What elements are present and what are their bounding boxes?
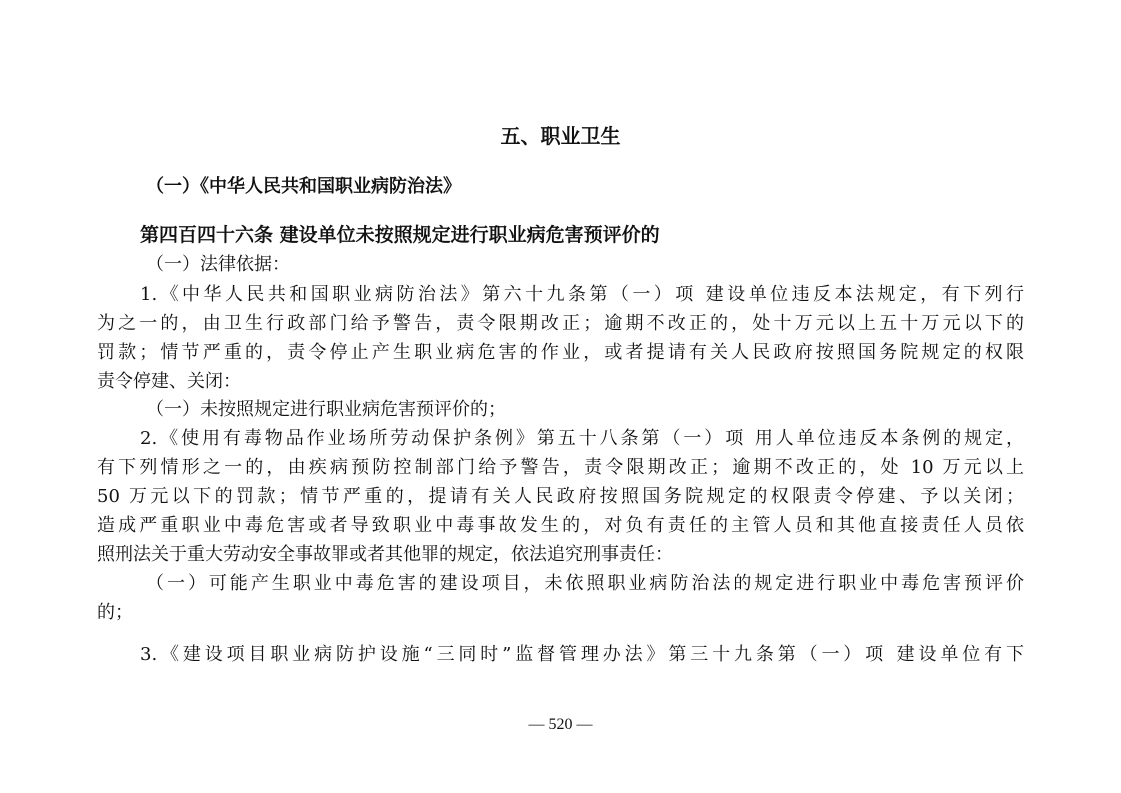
paragraph-line: 照刑法关于重大劳动安全事故罪或者其他罪的规定，依法追究刑事责任： xyxy=(97,544,673,565)
paragraph-line: 有下列情形之一的，由疾病预防控制部门给予警告，责令限期改正；逾期不改正的，处 10 万元以上 xyxy=(97,457,1024,478)
paragraph-line: 3.《建设项目职业病防护设施“三同时”监督管理办法》第三十九条第（一）项 建设单位有下 xyxy=(140,644,1024,665)
paragraph-line: （一）可能产生职业中毒危害的建设项目，未依照职业病防治法的规定进行职业中毒危害预评价 xyxy=(146,573,1024,594)
paragraph-line: 50 万元以下的罚款；情节严重的，提请有关人民政府按照国务院规定的权限责令停建、予以关闭； xyxy=(97,486,1024,507)
subsection-title: （一）《中华人民共和国职业病防治法》 xyxy=(146,176,461,197)
paragraph-line: 1.《中华人民共和国职业病防治法》第六十九条第（一）项 建设单位违反本法规定，有下列行 xyxy=(140,284,1024,305)
paragraph-line: 2.《使用有毒物品作业场所劳动保护条例》第五十八条第（一）项 用人单位违反本条例的规定， xyxy=(140,428,1024,449)
article-heading: 第四百四十六条 建设单位未按照规定进行职业病危害预评价的 xyxy=(140,224,660,246)
paragraph-line: 责令停建、关闭： xyxy=(97,371,241,392)
paragraph-line: 罚款；情节严重的，责令停止产生职业病危害的作业，或者提请有关人民政府按照国务院规定的权限 xyxy=(97,342,1024,363)
paragraph-line: 的； xyxy=(97,602,133,623)
page-number: — 520 — xyxy=(528,716,593,733)
paragraph-line: （一）未按照规定进行职业病危害预评价的； xyxy=(146,399,506,420)
paragraph-line: （一）法律依据： xyxy=(146,254,290,275)
paragraph-line: 为之一的，由卫生行政部门给予警告，责令限期改正；逾期不改正的，处十万元以上五十万元以下的 xyxy=(97,313,1024,334)
section-title: 五、职业卫生 xyxy=(500,124,621,148)
paragraph-line: 造成严重职业中毒危害或者导致职业中毒事故发生的，对负有责任的主管人员和其他直接责任人员依 xyxy=(97,515,1024,536)
